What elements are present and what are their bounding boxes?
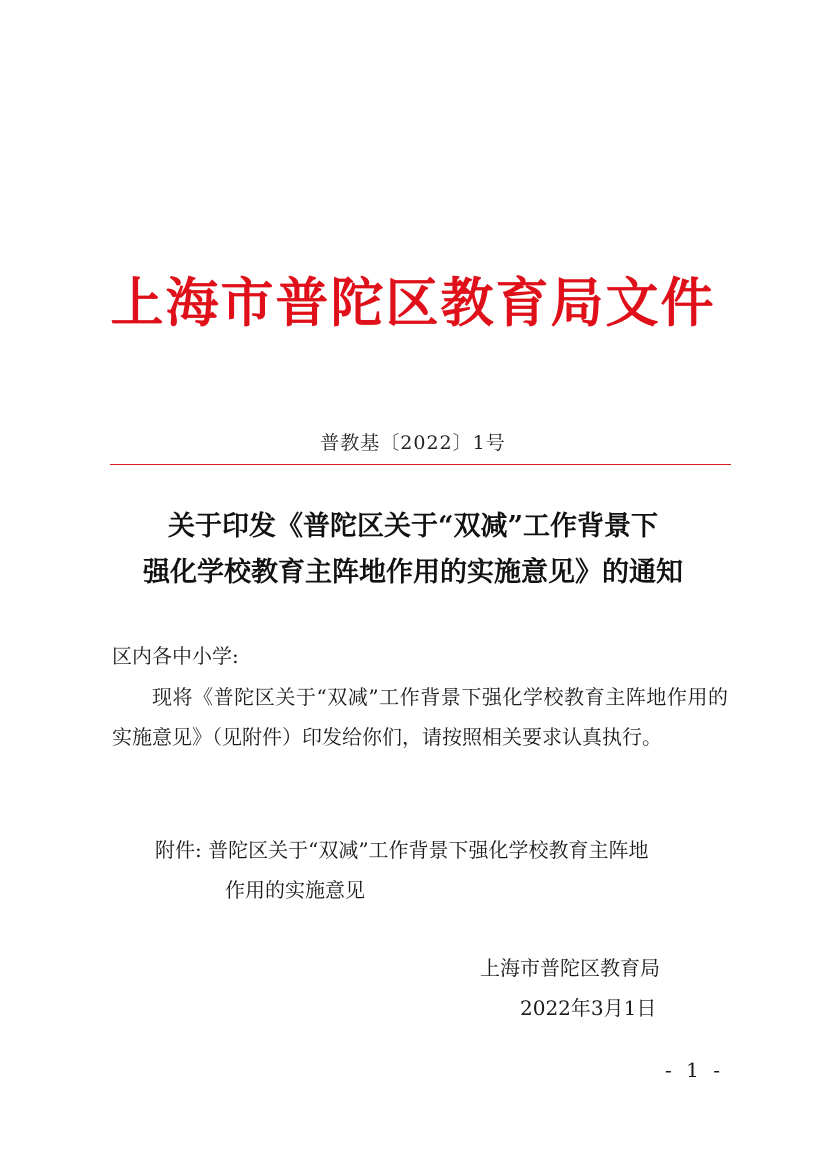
page-number: - 1 - [665, 1058, 724, 1082]
attachment-line-1: 附件: 普陀区关于“双减”工作背景下强化学校教育主阵地 [155, 838, 649, 862]
issuer-organization: 上海市普陀区教育局 [480, 956, 660, 980]
body-paragraph: 现将《普陀区关于“双减”工作背景下强化学校教育主阵地作用的实施意见》（见附件）印发给你们，请按照相关要求认真执行。 [112, 685, 728, 749]
issuer-block [420, 948, 720, 1028]
masthead-title: 上海市普陀区教育局文件 [110, 272, 716, 334]
notice-title-line-2: 强化学校教育主阵地作用的实施意见》的通知 [143, 557, 683, 588]
issue-date: 2022年3月1日 [520, 996, 657, 1020]
notice-title [96, 504, 730, 596]
salutation: 区内各中小学: [112, 644, 239, 668]
body-paragraph-block [112, 677, 728, 757]
red-divider-line [110, 464, 731, 465]
attachment-line-2: 作用的实施意见 [225, 878, 365, 902]
document-number: 普教基〔2022〕1号 [320, 432, 506, 454]
notice-title-line-1: 关于印发《普陀区关于“双减”工作背景下 [167, 511, 659, 542]
attachment-note [155, 830, 730, 910]
